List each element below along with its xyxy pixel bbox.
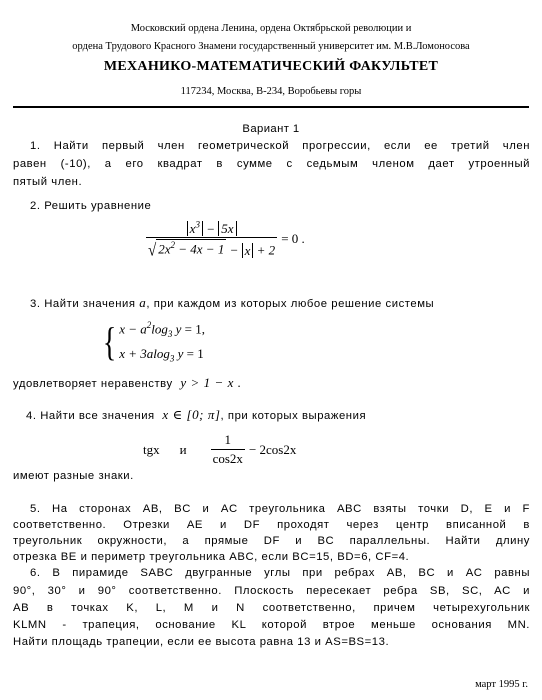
system-equation-2: x + 3alog$_3$ y = 1 xyxy=(119,345,204,364)
problem-3-text-before: 3. Найти значения xyxy=(30,298,136,310)
inequality-expression: y > 1 − x . xyxy=(180,375,242,390)
fraction-cos2x: cos2x xyxy=(212,451,243,466)
problem-4-condition: x ∈ [0; π] xyxy=(162,407,221,422)
problem-6-line-3: AB в точках K, L, M и N соответственно, причем четырехугольник xyxy=(13,602,530,614)
problem-1-line-2: равен (-10), а его квадрат в сумме с седьмым членом дает утроенный xyxy=(13,158,530,170)
expression-tail: − 2cos2x xyxy=(248,441,297,457)
problem-3-system xyxy=(100,316,205,369)
fraction-numerator: $x^3 - 5x$ xyxy=(167,220,257,237)
problem-4-ending: имеют разные знаки. xyxy=(13,470,134,482)
problem-4-expressions xyxy=(143,432,296,467)
problem-2-equation xyxy=(146,220,305,259)
fraction-denominator: √ $2x^2 - 4x - 1$ − x + 2 xyxy=(146,237,277,258)
problem-3-inequality xyxy=(13,374,242,393)
university-line-1: Московский ордена Ленина, ордена Октябрьской революции и xyxy=(130,23,412,34)
university-line-2: ордена Трудового Красного Знамени государственный университет им. М.В.Ломоносова xyxy=(72,41,470,52)
equation-rhs: = 0 . xyxy=(281,231,305,247)
problem-6-line-4: KLMN - трапеция, основание KL которой втрое меньше основания MN. xyxy=(13,619,530,631)
problem-5-line-4: отрезка BE и периметр треугольника ABC, если BC=15, BD=6, CF=4. xyxy=(13,551,410,563)
problem-5-line-2: соответственно. Отрезки AE и DF проходят через центр вписанной в xyxy=(13,519,530,531)
faculty-title: МЕХАНИКО-МАТЕМАТИЧЕСКИЙ ФАКУЛЬТЕТ xyxy=(103,59,439,74)
problem-5-line-3: треугольник окружности, а прямые DF и BC параллельны. Найти длину xyxy=(13,535,530,547)
fraction-one: 1 xyxy=(224,432,232,447)
variant-title: Вариант 1 xyxy=(242,123,300,135)
problem-5-line-1: 5. На сторонах AB, BC и AC треугольника ABC взяты точки D, E и F xyxy=(30,503,530,515)
problem-4-text xyxy=(26,406,366,425)
system-equation-1: $x - a^2\log_3$ y = 1, xyxy=(119,320,205,339)
footer-date: март 1995 г. xyxy=(475,679,528,690)
problem-1-line-1: 1. Найти первый член геометрической прогрессии, если ее третий член xyxy=(30,140,530,152)
header-divider xyxy=(13,106,529,108)
problem-2-text: 2. Решить уравнение xyxy=(30,200,152,212)
problem-3-variable: a xyxy=(139,295,147,310)
problem-1-line-3: пятый член. xyxy=(13,176,83,188)
equation-fraction xyxy=(146,220,277,259)
inequality-text: удовлетворяет неравенству xyxy=(13,378,173,390)
expression-tgx: tgx xyxy=(143,441,160,457)
problem-3-text xyxy=(30,294,434,313)
system-brace: { xyxy=(102,319,117,365)
problem-4-text-after: , при которых выражения xyxy=(220,410,367,422)
expression-fraction xyxy=(211,432,245,467)
conjunction-and: и xyxy=(179,441,187,457)
problem-3-text-after: , при каждом из которых любое решение системы xyxy=(146,298,435,310)
problem-6-line-5: Найти площадь трапеции, если ее высота равна 13 и AS=BS=13. xyxy=(13,636,390,648)
problem-6-line-1: 6. В пирамиде SABC двугранные углы при ребрах AB, BC и AC равны xyxy=(30,567,530,579)
address-line: 117234, Москва, В-234, Воробьевы горы xyxy=(180,86,362,97)
problem-6-line-2: 90°, 30° и 90° соответственно. Плоскость пересекает ребра SB, SC, AC и xyxy=(13,585,530,597)
problem-4-text-before: 4. Найти все значения xyxy=(26,410,155,422)
